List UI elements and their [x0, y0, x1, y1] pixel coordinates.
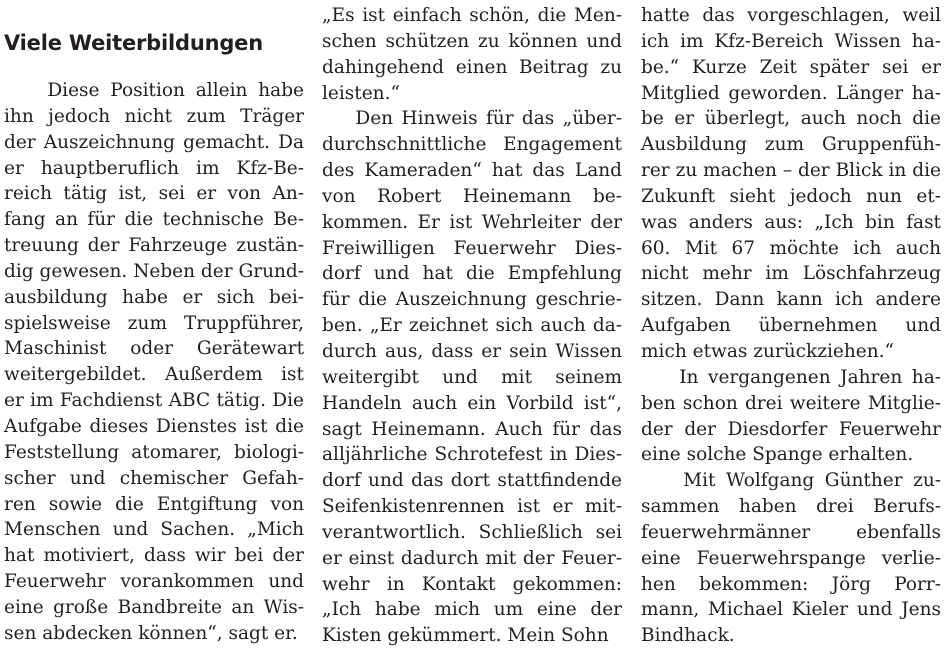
text-line: Aufgaben übernehmen und — [641, 315, 941, 337]
text-line: sammen haben drei Berufs- — [641, 496, 941, 518]
text-line: Aufgabe dieses Dienstes ist die — [4, 415, 304, 437]
article-paragraph — [641, 365, 941, 468]
text-line: durch aus, dass er sein Wissen — [322, 340, 622, 362]
article-column-1 — [4, 0, 304, 647]
text-line: weitergebildet. Außerdem ist — [4, 364, 304, 386]
text-line: Seifenkistenrennen ist er mit- — [322, 496, 622, 518]
text-line: be er überlegt, auch noch die — [641, 108, 941, 130]
column-2-text — [322, 3, 622, 649]
text-line: was anders aus: „Ich bin fast — [641, 211, 941, 233]
text-line: In vergangenen Jahren ha- — [641, 366, 941, 388]
text-line: spielsweise zum Truppführer, — [4, 312, 304, 334]
text-line: sen abdecken können“, sagt er. — [4, 622, 298, 644]
text-line: Mit Wolfgang Günther zu- — [641, 470, 941, 492]
text-line: Menschen und Sachen. „Mich — [4, 519, 304, 541]
article-paragraph — [322, 106, 622, 649]
text-line: der der Diesdorfer Feuerwehr — [641, 418, 941, 440]
text-line: feuerwehrmänner ebenfalls — [641, 521, 941, 543]
text-line: schen schützen zu können und — [322, 30, 622, 52]
article-paragraph — [322, 3, 622, 106]
text-line: er hauptberuflich im Kfz-Be- — [4, 157, 304, 179]
text-line: Den Hinweis für das „über- — [322, 108, 622, 130]
text-line: verantwortlich. Schließlich sei — [322, 521, 622, 543]
text-line: hen bekommen: Jörg Porr- — [641, 573, 941, 595]
text-line: der Auszeichnung gemacht. Da — [4, 131, 304, 153]
text-line: Feuerwehr vorankommen und — [4, 571, 304, 593]
text-line: wehr in Kontakt gekommen: — [322, 573, 622, 595]
article-column-3 — [641, 0, 941, 649]
text-line: 60. Mit 67 möchte ich auch — [641, 237, 941, 259]
text-line: eine große Bandbreite an Wis- — [4, 596, 304, 618]
text-line: Maschinist oder Gerätewart — [4, 338, 304, 360]
text-line: leisten.“ — [322, 82, 400, 104]
text-line: nicht mehr im Löschfahrzeug — [641, 263, 941, 285]
text-line: alljährliche Schrotefest in Dies- — [322, 444, 622, 466]
text-line: kommen. Er ist Wehrleiter der — [322, 211, 622, 233]
article-paragraph — [641, 468, 941, 649]
text-line: ich im Kfz-Bereich Wissen ha- — [641, 30, 941, 52]
text-line: sagt Heinemann. Auch für das — [322, 418, 622, 440]
text-line: dahingehend einen Beitrag zu — [322, 56, 622, 78]
text-line: er im Fachdienst ABC tätig. Die — [4, 390, 304, 412]
text-line: von Robert Heinemann be- — [322, 185, 622, 207]
text-line: ren sowie die Entgiftung von — [4, 493, 304, 515]
text-line: durchschnittliche Engagement — [322, 134, 622, 156]
text-line: eine Feuerwehrspange verlie- — [641, 547, 941, 569]
text-line: reich tätig ist, sei er von An- — [4, 183, 304, 205]
text-line: dig gewesen. Neben der Grund- — [4, 260, 304, 282]
text-line: rer zu machen – der Blick in die — [641, 160, 941, 182]
text-line: Diese Position allein habe — [4, 80, 304, 101]
text-line: weitergibt und mit seinem — [322, 366, 622, 388]
text-line: Feststellung atomarer, biologi- — [4, 441, 304, 463]
text-line: Handeln auch ein Vorbild ist“, — [322, 392, 622, 414]
column-1-text — [4, 78, 304, 647]
text-line: „Ich habe mich um eine der — [322, 599, 622, 621]
text-line: fang an für die technische Be- — [4, 209, 304, 231]
column-3-text — [641, 3, 941, 649]
article-paragraph — [4, 78, 304, 647]
text-line: des Kameraden“ hat das Land — [322, 160, 622, 182]
text-line: dorf und das dort stattfindende — [322, 470, 622, 492]
article-column-2 — [322, 0, 622, 649]
text-line: ausbildung habe er sich bei- — [4, 286, 304, 308]
text-line: Kisten gekümmert. Mein Sohn — [322, 625, 609, 647]
text-line: hat motiviert, dass wir bei der — [4, 545, 304, 567]
text-line: scher und chemischer Gefah- — [4, 467, 304, 489]
text-line: hatte das vorgeschlagen, weil — [641, 5, 941, 26]
text-line: „Es ist einfach schön, die Men- — [322, 5, 622, 26]
text-line: mich etwas zurückziehen.“ — [641, 340, 894, 362]
text-line: dorf und hat die Empfehlung — [322, 263, 622, 285]
text-line: ben. „Er zeichnet sich auch da- — [322, 315, 622, 337]
text-line: eine solche Spange erhalten. — [641, 444, 914, 466]
text-line: für die Auszeichnung geschrie- — [322, 289, 622, 311]
text-line: mann, Michael Kieler und Jens — [641, 599, 941, 621]
text-line: Zukunft sieht jedoch nun et- — [641, 185, 941, 207]
text-line: ben schon drei weitere Mitglie- — [641, 392, 941, 414]
text-line: Freiwilligen Feuerwehr Dies- — [322, 237, 622, 259]
article-paragraph — [641, 3, 941, 365]
text-line: treuung der Fahrzeuge zustän- — [4, 235, 304, 257]
text-line: Mitglied geworden. Länger ha- — [641, 82, 941, 104]
text-line: Bindhack. — [641, 625, 735, 647]
text-line: ihn jedoch nicht zum Träger — [4, 105, 304, 127]
text-line: be.“ Kurze Zeit später sei er — [641, 56, 941, 78]
text-line: sitzen. Dann kann ich andere — [641, 289, 941, 311]
article-subheading: Viele Weiterbildungen — [4, 31, 263, 55]
text-line: Ausbildung zum Gruppenfüh- — [641, 134, 941, 156]
text-line: er einst dadurch mit der Feuer- — [322, 547, 622, 569]
